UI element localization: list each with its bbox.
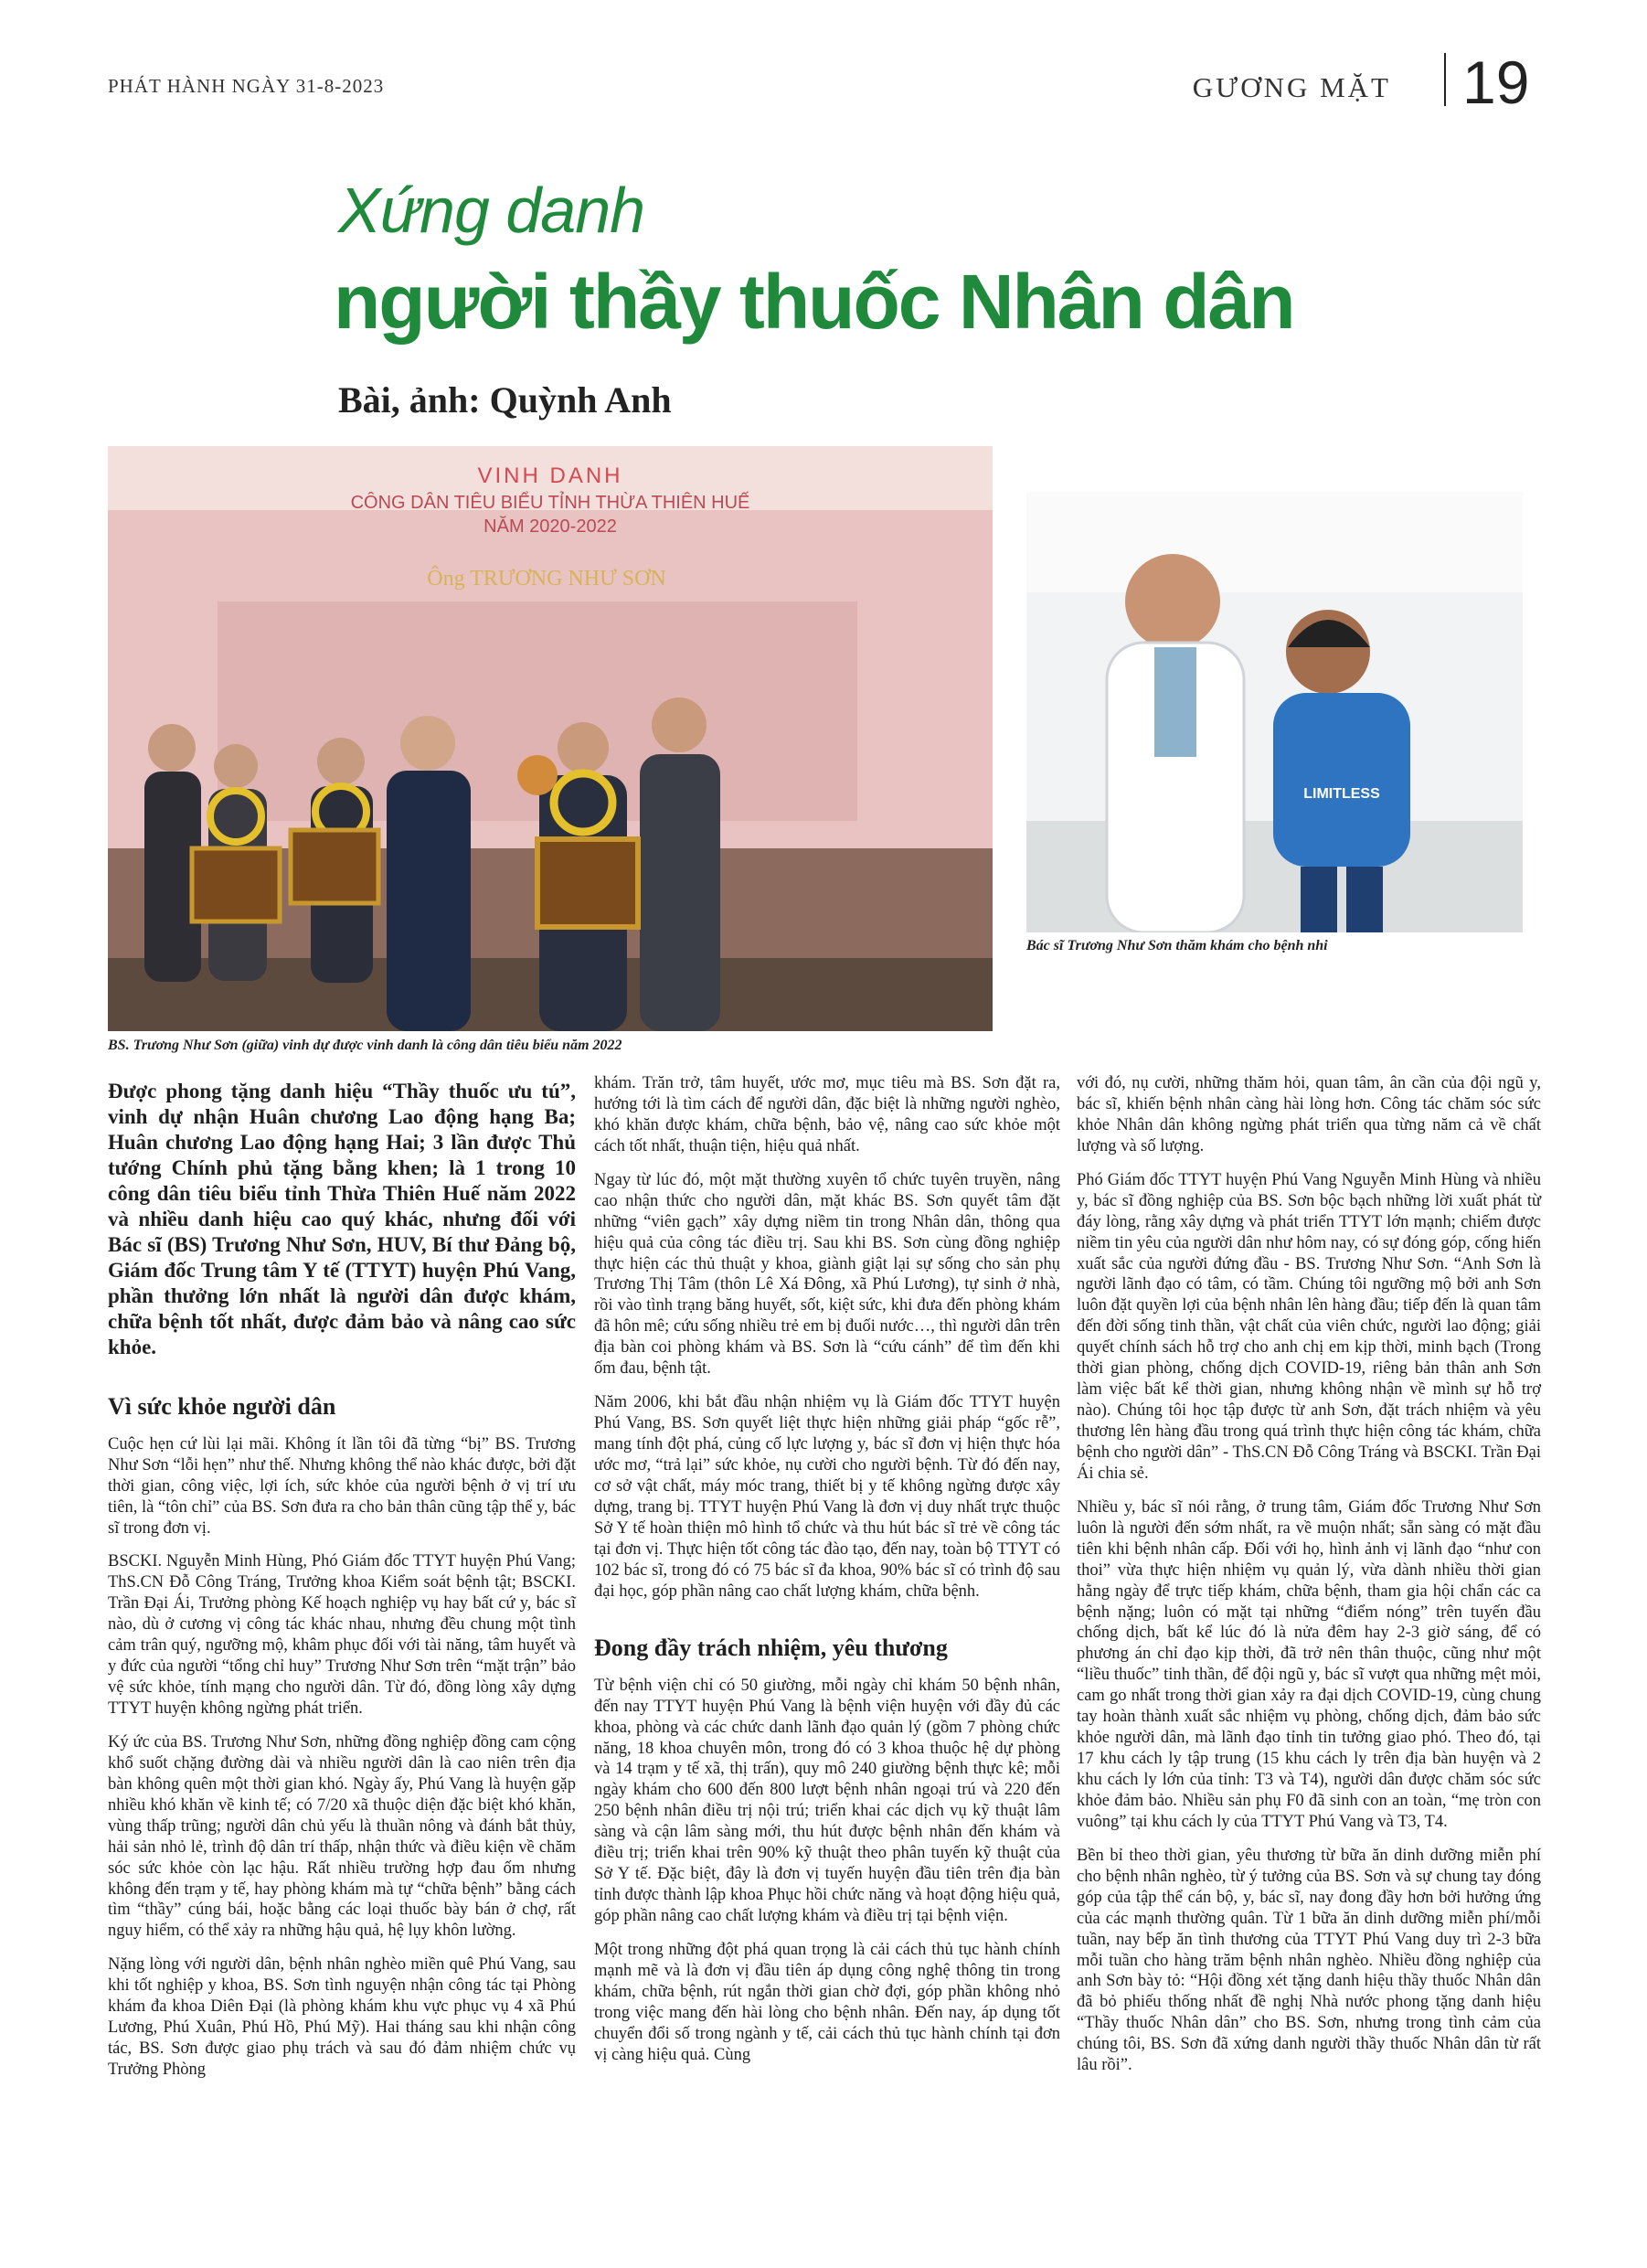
body-paragraph: Cuộc hẹn cứ lùi lại mãi. Không ít lần tôi đã từng “bị” BS. Trương Như Sơn “lỗi hẹn” như thế. Nhưng không thể nào khác được, bởi đặt thời gian, công việc, lợi ích, sức khỏe của người bệnh ở vị trí ưu tiên, là “tôn chỉ” của BS. Sơn đưa ra cho bản thân cũng tập thể y, bác sĩ trong đơn vị. [108,1434,576,1538]
body-paragraph: khám. Trăn trở, tâm huyết, ước mơ, mục tiêu mà BS. Sơn đặt ra, hướng tới là tìm cách để người dân, đặc biệt là những người nghèo, khó khăn được khám, chữa bệnh, bảo vệ, nâng cao sức khỏe một cách tốt nhất, thuận tiện, hiệu quả nhất. [594,1074,1060,1155]
headline: người thầy thuốc Nhân dân [334,259,1294,345]
banner-subtitle: CÔNG DÂN TIÊU BIỂU TỈNH THỪA THIÊN HUẾ [350,493,750,513]
headline-kicker: Xứng danh [338,175,645,246]
body-paragraph: Bền bỉ theo thời gian, yêu thương từ bữa ăn dinh dưỡng miễn phí cho bệnh nhân nghèo, từ ý tưởng của BS. Sơn và sự chung tay đóng góp của tập thể cán bộ, y, bác sĩ, nay đong đầy hơn bởi hưởng ứng của các mạnh thường quân. Từ 1 bữa ăn dinh dưỡng miễn phí/mỗi tuần, nay bếp ăn tình thương của TTYT Phú Vang duy trì 2-3 bữa mỗi tuần cho hàng trăm bệnh nhân nghèo. Nhiều đồng nghiệp của anh Sơn bày tỏ: “Hội đồng xét tặng danh hiệu thầy thuốc Nhân dân đã bỏ phiếu thống nhất đề nghị Nhà nước phong tặng danh hiệu “Thầy thuốc Nhân dân” cho BS. Sơn, nhưng trong tình cảm của chúng tôi, BS. Sơn đã xứng danh người thầy thuốc Nhân dân từ rất lâu rồi”. [1077,1846,1541,2075]
award-ceremony-photo [108,446,993,1031]
body-paragraph: Một trong những đột phá quan trọng là cải cách thủ tục hành chính mạnh mẽ và là đơn vị đầu tiên áp dụng công nghệ thông tin trong khám, chữa bệnh, rút ngắn thời gian chờ đợi, góp phần không nhỏ trong việc mang đến hài lòng cho bệnh nhân. Đến nay, áp dụng tốt chuyển đổi số trong ngành y tế, cải cách thủ tục hành chính tại đơn vị càng hiệu quả. Cùng [594,1940,1060,2064]
section-label: GƯƠNG MẶT [1192,71,1391,103]
body-paragraph: Ký ức của BS. Trương Như Sơn, những đồng nghiệp đồng cam cộng khổ suốt chặng đường dài và nhiều người dân là cao niên trên địa bàn không quên một thời gian khó. Ngày ấy, Phú Vang là huyện gặp nhiều khó khăn về kinh tế; có 7/20 xã thuộc diện đặc biệt khó khăn, vùng thấp trũng; người dân chủ yếu là thuần nông và đánh bắt thủy, hải sản nhỏ lẻ, trình độ dân trí thấp, nhận thức và điều kiện về chăm sóc sức khỏe còn lạc hậu. Rất nhiều trường hợp đau ốm nhưng không đến trạm y tế, hay phòng khám mà tự “chữa bệnh” bằng cách tìm “thầy” cúng bái, hoặc bằng các loại thuốc bày bán ở chợ, rất nguy hiểm, có thể xảy ra những hậu quả, hệ lụy khôn lường. [108,1732,576,1941]
body-paragraph: Nặng lòng với người dân, bệnh nhân nghèo miền quê Phú Vang, sau khi tốt nghiệp y khoa, BS. Sơn tình nguyện nhận công tác tại Phòng khám đa khoa Diên Đại (là phòng khám khu vực phục vụ 4 xã Phú Lương, Phú Xuân, Phú Hồ, Phú Mỹ). Hai tháng sau khi nhận công tác, BS. Sơn được giao phụ trách và sau đó đảm nhiệm chức vụ Trưởng Phòng [108,1955,576,2079]
issue-date: PHÁT HÀNH NGÀY 31-8-2023 [108,75,385,97]
article-column-2 [594,1073,1060,2079]
doctor-examining-child-photo [1026,492,1523,932]
main-photo-caption: BS. Trương Như Sơn (giữa) vinh dự được vinh danh là công dân tiêu biểu năm 2022 [108,1038,622,1053]
header-divider [1444,53,1446,106]
byline: Bài, ảnh: Quỳnh Anh [338,379,672,421]
body-paragraph: Phó Giám đốc TTYT huyện Phú Vang Nguyễn Minh Hùng và nhiều y, bác sĩ đồng nghiệp của BS. Sơn bộc bạch những lời xuất phát từ đáy lòng, rằng xây dựng và phát triển TTYT lớn mạnh; chiếm được niềm tin yêu của người dân như hôm nay, có sự đóng góp, cống hiến xuất sắc của người đứng đầu - BS. Trương Như Sơn. “Anh Sơn là người lãnh đạo có tâm, có tầm. Chúng tôi ngưỡng mộ bởi anh Sơn luôn đặt quyền lợi của bệnh nhân lên hàng đầu; tiếp đến là quan tâm đến đời sống tinh thần, vật chất của viên chức, người lao động; giải quyết chính sách hỗ trợ cho anh chị em kịp thời, minh bạch (Trong thời gian phòng, chống dịch COVID-19, riêng bản thân anh Sơn làm việc bất kể thời gian, nhưng không nhận về mình sự hỗ trợ nào). Chúng tôi học tập được từ anh Sơn, đặt trách nhiệm và yêu thương lên hàng đầu trong quá trình thực hiện công tác khám, chữa bệnh cho người dân” - ThS.CN Đỗ Công Tráng và BSCKI. Trần Đại Ái chia sẻ. [1077,1170,1541,1483]
banner-title: VINH DANH [477,463,623,488]
body-paragraph: Từ bệnh viện chỉ có 50 giường, mỗi ngày chỉ khám 50 bệnh nhân, đến nay TTYT huyện Phú Vang là bệnh viện huyện với đầy đủ các khoa, phòng và các chức danh lãnh đạo quản lý (gồm 7 phòng chức năng, 18 khoa chuyên môn, trong đó có 3 khoa thuộc hệ dự phòng và 14 trạm y tế xã, thị trấn), quy mô 240 giường bệnh thực kê; mỗi ngày khám cho 600 đến 800 lượt bệnh nhân ngoại trú và 220 đến 250 bệnh nhân điều trị nội trú; triển khai các dịch vụ kỹ thuật lâm sàng và cận lâm sàng mới, thu hút được bệnh nhân đến khám và điều trị; triển khai trên 90% kỹ thuật theo phân tuyến kỹ thuật của Sở Y tế. Đặc biệt, đây là đơn vị tuyến huyện đầu tiên trên địa bàn tỉnh được thành lập khoa Phục hồi chức năng và hoạt động hiệu quả, góp phần nâng cao chất lượng khám và điều trị tại bệnh viện. [594,1676,1060,1926]
award-ceremony-illustration [108,446,993,1031]
body-paragraph: Năm 2006, khi bắt đầu nhận nhiệm vụ là Giám đốc TTYT huyện Phú Vang, BS. Sơn quyết liệt thực hiện những giải pháp “gốc rễ”, mang tính đột phá, củng cố lực lượng y, bác sĩ đơn vị hiện thực hóa ước mơ, “trả lại” sức khỏe, nụ cười cho người bệnh. Từ đó đến nay, cơ sở vật chất, máy móc trang, thiết bị y tế không ngừng được xây dựng, trang bị. TTYT huyện Phú Vang là đơn vị duy nhất trực thuộc Sở Y tế hoàn thiện mô hình tổ chức và thu hút bác sĩ trẻ về công tác tại đơn vị. Thực hiện tốt công tác đào tạo, đến nay, toàn bộ TTYT có 102 bác sĩ, trong đó có 75 bác sĩ đa khoa, 90% bác sĩ có trình độ sau đại học, góp phần nâng cao chất lượng khám, chữa bệnh. [594,1393,1060,1601]
side-photo-caption: Bác sĩ Trương Như Sơn thăm khám cho bệnh nhi [1026,938,1328,953]
article-column-3 [1077,1073,1541,2089]
article-column-1 [108,1079,576,2093]
banner-honoree: Ông TRƯƠNG NHƯ SƠN [427,567,666,591]
body-paragraph: BSCKI. Nguyễn Minh Hùng, Phó Giám đốc TTYT huyện Phú Vang; ThS.CN Đỗ Công Tráng, Trưởng khoa Kiểm soát bệnh tật; BSCKI. Trần Đại Ái, Trưởng phòng Kế hoạch nghiệp vụ hay bất cứ y, bác sĩ nào, dù ở cương vị công tác khác nhau, nhưng đều chung một tình cảm trân quý, ngưỡng mộ, khâm phục đối với tài năng, tâm huyết và y đức của người “tổng chỉ huy” Trương Như Sơn trên “mặt trận” bảo vệ sức khỏe, tính mạng cho người dân. Từ đó, đồng lòng xây dựng TTYT huyện không ngừng phát triển. [108,1552,576,1718]
page-number: 19 [1462,48,1530,116]
lead-paragraph: Được phong tặng danh hiệu “Thầy thuốc ưu tú”, vinh dự nhận Huân chương Lao động hạng Ba; Huân chương Lao động hạng Hai; 3 lần được Thủ tướng Chính phủ tặng bằng khen; là 1 trong 10 công dân tiêu biểu tỉnh Thừa Thiên Huế năm 2022 và nhiều danh hiệu cao quý khác, nhưng đối với Bác sĩ (BS) Trương Như Sơn, HUV, Bí thư Đảng bộ, Giám đốc Trung tâm Y tế (TTYT) huyện Phú Vang, phần thưởng lớn nhất là người dân được khám, chữa bệnh tốt nhất, được đảm bảo và nâng cao sức khỏe. [108,1080,576,1359]
body-paragraph: Nhiều y, bác sĩ nói rằng, ở trung tâm, Giám đốc Trương Như Sơn luôn là người đến sớm nhất, ra về muộn nhất; sẵn sàng có mặt đầu tiên khi bệnh nhân cấp. Đối với họ, hình ảnh vị lãnh đạo “như con thoi” vừa thực hiện nhiệm vụ quản lý, vừa dành nhiều thời gian hằng ngày để trực tiếp khám, chữa bệnh, tham gia hội chẩn các ca bệnh nặng; luôn có mặt tại những “điểm nóng” trên tuyến đầu chống dịch, bất kể lúc đó là nửa đêm hay 2-3 giờ sáng, để có phương án chỉ đạo kịp thời, đã trở nên thân thuộc, cũng như một “liều thuốc” tinh thần, để đội ngũ y, bác sĩ vượt qua những mệt mỏi, cam go nhất trong thời gian xảy ra đại dịch COVID-19, cùng chung tay hoàn thành xuất sắc nhiệm vụ phòng, chống dịch, đảm bảo sức khỏe người dân, mà lãnh đạo tỉnh tin tưởng giao phó. Theo đó, tại 17 khu cách ly tập trung (15 khu cách ly trên địa bàn huyện và 2 khu cách ly lớn của tỉnh: T3 và T4), người dân được chăm sóc sức khỏe đảm bảo. Nhiều sản phụ F0 đã sinh con an toàn, “mẹ tròn con vuông” tại khu cách ly của TTYT Phú Vang và T3, T4. [1077,1497,1541,1831]
body-paragraph: Ngay từ lúc đó, một mặt thường xuyên tổ chức tuyên truyền, nâng cao nhận thức cho người dân, mặt khác BS. Sơn quyết tâm đặt những “viên gạch” xây dựng niềm tin trong Nhân dân, thông qua hiệu quả của công tác điều trị. Sau khi BS. Sơn cùng đồng nghiệp thực hiện các thủ thuật y khoa, giành giật lại sự sống cho sản phụ Trương Thị Tâm (thôn Lê Xá Đông, xã Phú Lương), tự sinh ở nhà, rồi vào tình trạng băng huyết, sốt, kiệt sức, khi đưa đến phòng khám đã hôn mê; cứu sống nhiều trẻ em bị đuối nước…, thì người dân trên địa bàn coi phòng khám và BS. Sơn là “cứu cánh” để tìm đến khi ốm đau, bệnh tật. [594,1170,1060,1379]
body-paragraph: với đó, nụ cười, những thăm hỏi, quan tâm, ân cần của đội ngũ y, bác sĩ, khiến bệnh nhân càng hài lòng hơn. Công tác chăm sóc sức khỏe Nhân dân không ngừng phát triển qua từng năm cả về chất lượng và số lượng. [1077,1074,1541,1155]
doctor-child-illustration [1026,492,1523,932]
banner-years: NĂM 2020-2022 [483,516,617,537]
subheading-responsibility: Đong đầy trách nhiệm, yêu thương [594,1634,948,1661]
shirt-text: LIMITLESS [1303,786,1380,802]
subheading-health: Vì sức khỏe người dân [108,1392,336,1420]
